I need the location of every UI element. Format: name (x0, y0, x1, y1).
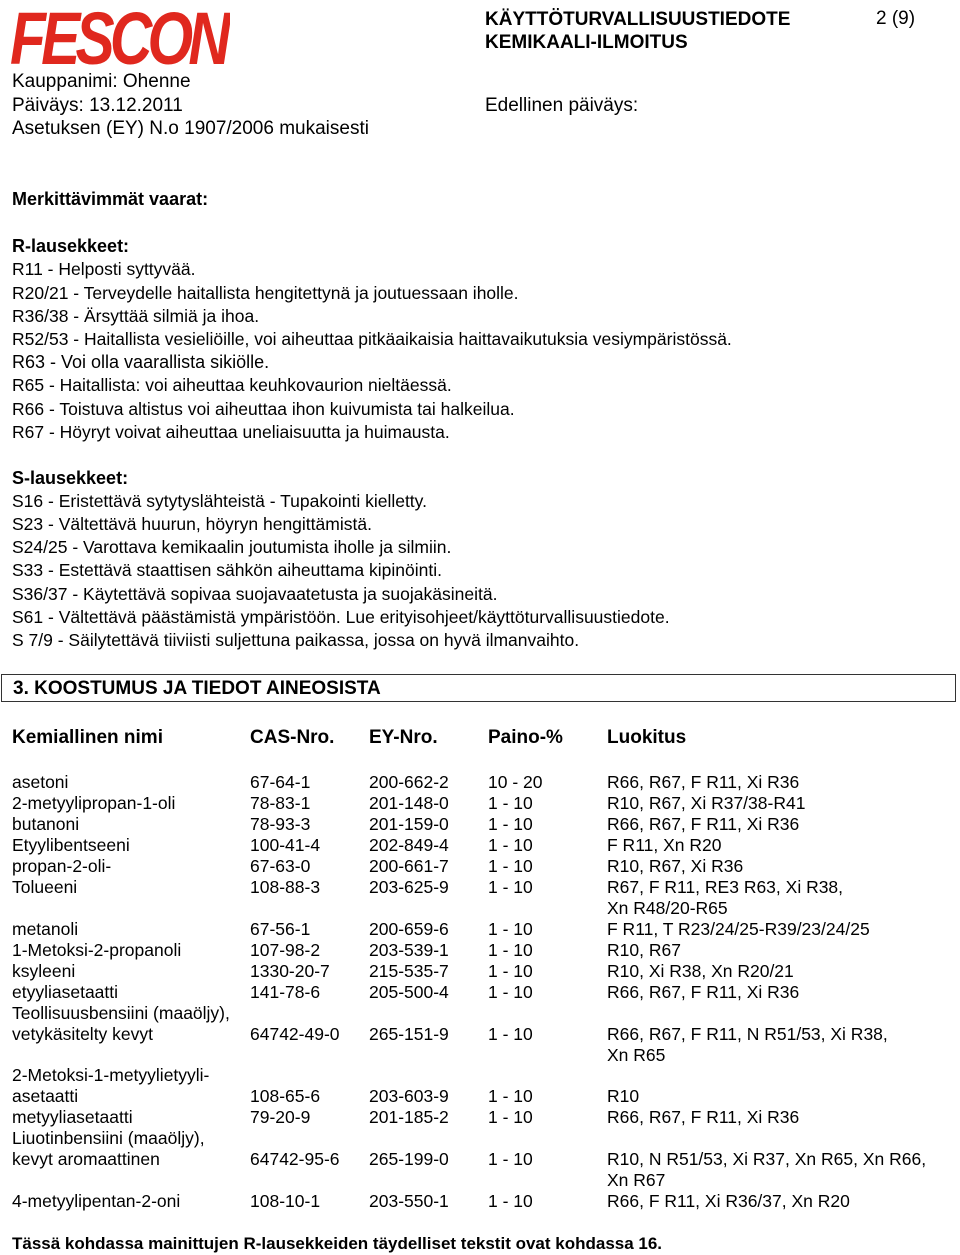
trade-name: Kauppanimi: Ohenne (12, 71, 191, 92)
r-phrase: R52/53 - Haitallista vesieliöille, voi aiheuttaa pitkäaikaisia haittavaikutuksia vesiympäristössä. (12, 329, 732, 349)
cell-ey: 205-500-4 (369, 982, 449, 1002)
cell-weight: 1 - 10 (488, 793, 533, 813)
cell-ey: 265-199-0 (369, 1149, 449, 1169)
s-phrase: S36/37 - Käytettävä sopivaa suojavaatetusta ja suojakäsineitä. (12, 584, 498, 604)
cell-name: vetykäsitelty kevyt (12, 1024, 154, 1044)
cell-ey: 203-539-1 (369, 940, 449, 960)
cell-classification: R66, R67, F R11, Xi R36 (607, 1107, 800, 1127)
cell-cas: 141-78-6 (250, 982, 321, 1002)
cell-classification-line-2: Xn R65 (607, 1045, 666, 1065)
fescon-logo (10, 4, 230, 77)
cell-weight: 1 - 10 (488, 1191, 533, 1211)
cell-cas: 108-88-3 (250, 877, 321, 897)
cell-name: ksyleeni (12, 961, 76, 981)
cell-cas: 67-64-1 (250, 772, 311, 792)
cell-ey: 200-662-2 (369, 772, 449, 792)
svg-text:FESCON: FESCON (10, 4, 230, 72)
cell-classification: R66, F R11, Xi R36/37, Xn R20 (607, 1191, 850, 1211)
cell-name: kevyt aromaattinen (12, 1149, 160, 1169)
cell-ey: 203-603-9 (369, 1086, 449, 1106)
cell-ey: 203-625-9 (369, 877, 449, 897)
doc-title-line-2: KEMIKAALI-ILMOITUS (485, 32, 688, 53)
cell-classification: R66, R67, F R11, Xi R36 (607, 814, 800, 834)
cell-cas: 67-56-1 (250, 919, 311, 939)
cell-classification: R10 (607, 1086, 640, 1106)
page-number: 2 (9) (876, 8, 916, 29)
doc-title-line-1: KÄYTTÖTURVALLISUUSTIEDOTE (485, 9, 791, 30)
cell-classification: F R11, Xn R20 (607, 835, 722, 855)
cell-classification: R66, R67, F R11, Xi R36 (607, 772, 800, 792)
cell-classification: F R11, T R23/24/25-R39/23/24/25 (607, 919, 870, 939)
cell-ey: 203-550-1 (369, 1191, 449, 1211)
cell-classification: R10, R67, Xi R36 (607, 856, 744, 876)
cell-ey: 200-661-7 (369, 856, 449, 876)
r-phrases-heading: R-lausekkeet: (12, 236, 130, 256)
document-date: Päiväys: 13.12.2011 (12, 95, 183, 116)
cell-weight: 1 - 10 (488, 1086, 533, 1106)
cell-cas: 107-98-2 (250, 940, 321, 960)
cell-weight: 1 - 10 (488, 814, 533, 834)
section-3-title: 3. KOOSTUMUS JA TIEDOT AINEOSISTA (13, 678, 381, 699)
cell-weight: 1 - 10 (488, 1107, 533, 1127)
r-phrase: R63 - Voi olla vaarallista sikiölle. (12, 352, 270, 372)
cell-classification: R67, F R11, RE3 R63, Xi R38, (607, 877, 844, 897)
cell-cas: 1330-20-7 (250, 961, 330, 981)
column-header-ey: EY-Nro. (369, 727, 438, 748)
cell-ey: 201-148-0 (369, 793, 449, 813)
document-title (485, 8, 790, 54)
cell-ey: 200-659-6 (369, 919, 449, 939)
s-phrase: S16 - Eristettävä sytytyslähteistä - Tupakointi kielletty. (12, 491, 427, 511)
previous-date: Edellinen päiväys: (485, 95, 639, 116)
cell-cas: 64742-49-0 (250, 1024, 340, 1044)
cell-weight: 1 - 10 (488, 961, 533, 981)
cell-classification: R66, R67, F R11, N R51/53, Xi R38, (607, 1024, 888, 1044)
r-phrase: R65 - Haitallista: voi aiheuttaa keuhkovaurion nieltäessä. (12, 375, 452, 395)
cell-name: metanoli (12, 919, 79, 939)
cell-name: propan-2-oli- (12, 856, 112, 876)
cell-classification: R10, N R51/53, Xi R37, Xn R65, Xn R66, (607, 1149, 927, 1169)
cell-weight: 1 - 10 (488, 856, 533, 876)
r-phrase: R11 - Helposti syttyvää. (12, 259, 196, 279)
cell-weight: 1 - 10 (488, 940, 533, 960)
r-phrase: R67 - Höyryt voivat aiheuttaa uneliaisuutta ja huimausta. (12, 422, 450, 442)
r-phrase: R36/38 - Ärsyttää silmiä ja ihoa. (12, 306, 260, 326)
cell-name: 2-metyylipropan-1-oli (12, 793, 176, 813)
section-3-box (1, 674, 956, 702)
cell-name: metyyliasetaatti (12, 1107, 133, 1127)
cell-classification: R10, R67 (607, 940, 681, 960)
cell-name: Tolueeni (12, 877, 78, 897)
cell-weight: 1 - 10 (488, 982, 533, 1002)
cell-name: etyyliasetaatti (12, 982, 119, 1002)
cell-ey: 201-159-0 (369, 814, 449, 834)
logo-svg (10, 4, 230, 72)
cell-cas: 78-83-1 (250, 793, 311, 813)
cell-cas: 78-93-3 (250, 814, 311, 834)
cell-ey: 201-185-2 (369, 1107, 449, 1127)
s-phrases-heading: S-lausekkeet: (12, 468, 129, 488)
cell-classification: R10, Xi R38, Xn R20/21 (607, 961, 794, 981)
cell-classification: R66, R67, F R11, Xi R36 (607, 982, 800, 1002)
column-header-cas: CAS-Nro. (250, 727, 335, 748)
cell-weight: 1 - 10 (488, 1024, 533, 1044)
cell-cas: 79-20-9 (250, 1107, 311, 1127)
s-phrase: S24/25 - Varottava kemikaalin joutumista iholle ja silmiin. (12, 537, 452, 557)
cell-ey: 215-535-7 (369, 961, 449, 981)
cell-cas: 67-63-0 (250, 856, 311, 876)
column-header-classification: Luokitus (607, 727, 687, 748)
column-header-weight: Paino-% (488, 727, 563, 748)
footnote: Tässä kohdassa mainittujen R-lausekkeiden täydelliset tekstit ovat kohdassa 16. (12, 1234, 663, 1253)
cell-name: asetaatti (12, 1086, 79, 1106)
cell-classification-line-2: Xn R48/20-R65 (607, 898, 728, 918)
cell-cas: 108-65-6 (250, 1086, 321, 1106)
s-phrase: S23 - Vältettävä huurun, höyryn hengittämistä. (12, 514, 372, 534)
cell-name-line-1: Teollisuusbensiini (maaöljy), (12, 1003, 230, 1023)
cell-cas: 108-10-1 (250, 1191, 321, 1211)
cell-classification: R10, R67, Xi R37/38-R41 (607, 793, 806, 813)
cell-name: Etyylibentseeni (12, 835, 130, 855)
cell-ey: 265-151-9 (369, 1024, 449, 1044)
s-phrase: S61 - Vältettävä päästämistä ympäristöön. Lue erityisohjeet/käyttöturvallisuustiedote. (12, 607, 670, 627)
s-phrase: S 7/9 - Säilytettävä tiiviisti suljettuna paikassa, jossa on hyvä ilmanvaihto. (12, 630, 580, 650)
cell-name: 4-metyylipentan-2-oni (12, 1191, 181, 1211)
cell-cas: 100-41-4 (250, 835, 321, 855)
cell-weight: 1 - 10 (488, 1149, 533, 1169)
hazards-heading: Merkittävimmät vaarat: (12, 189, 209, 209)
r-phrase: R20/21 - Terveydelle haitallista hengitettynä ja joutuessaan iholle. (12, 283, 519, 303)
cell-name-line-1: Liuotinbensiini (maaöljy), (12, 1128, 205, 1148)
cell-classification-line-2: Xn R67 (607, 1170, 666, 1190)
cell-weight: 1 - 10 (488, 877, 533, 897)
cell-weight: 1 - 10 (488, 919, 533, 939)
cell-cas: 64742-95-6 (250, 1149, 340, 1169)
cell-weight: 10 - 20 (488, 772, 543, 792)
s-phrase: S33 - Estettävä staattisen sähkön aiheuttama kipinöinti. (12, 560, 442, 580)
cell-name: 1-Metoksi-2-propanoli (12, 940, 182, 960)
cell-name: butanoni (12, 814, 80, 834)
column-header-name: Kemiallinen nimi (12, 727, 163, 748)
cell-weight: 1 - 10 (488, 835, 533, 855)
cell-ey: 202-849-4 (369, 835, 449, 855)
cell-name: asetoni (12, 772, 69, 792)
cell-name-line-1: 2-Metoksi-1-metyylietyyli- (12, 1065, 210, 1085)
regulation-note: Asetuksen (EY) N.o 1907/2006 mukaisesti (12, 118, 369, 139)
r-phrase: R66 - Toistuva altistus voi aiheuttaa ihon kuivumista tai halkeilua. (12, 399, 515, 419)
